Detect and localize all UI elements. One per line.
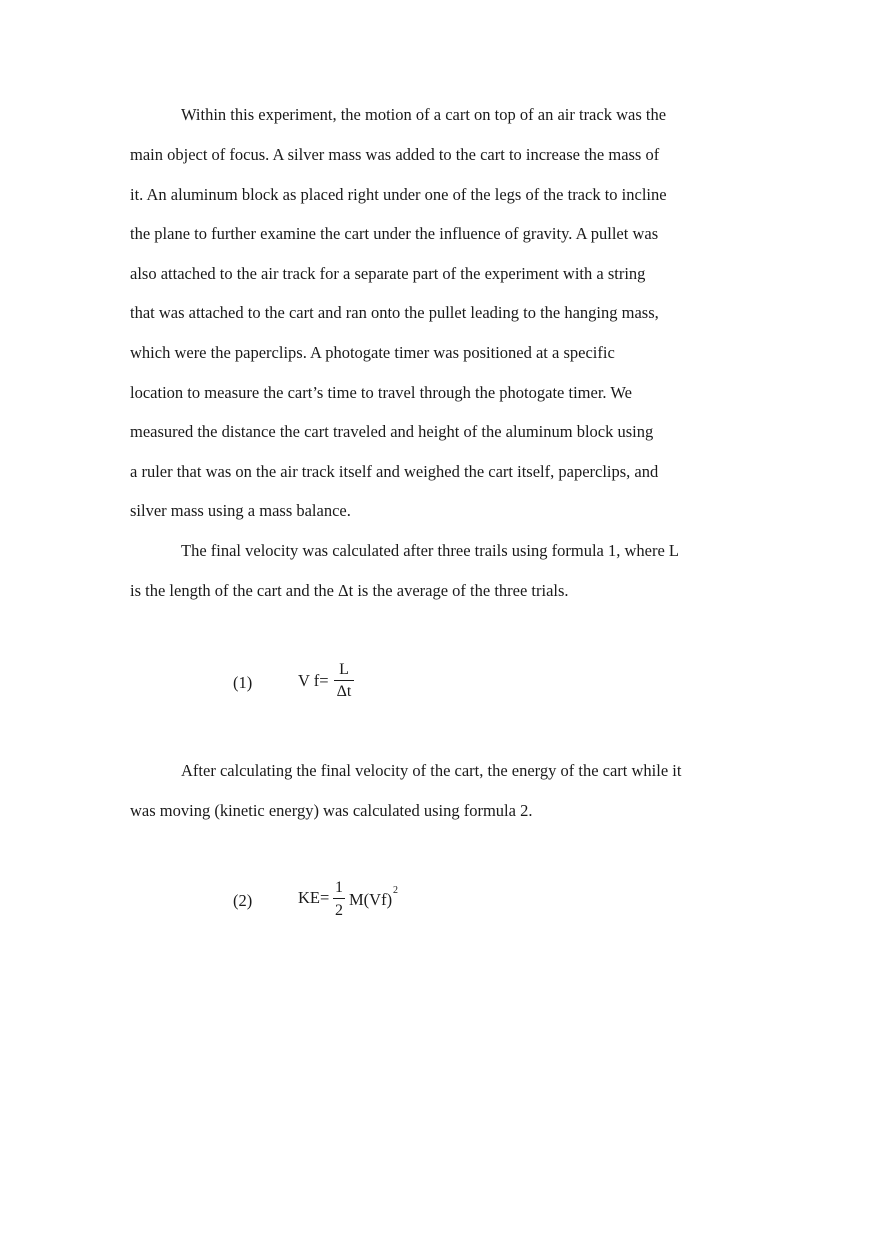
equation-numerator: 1 xyxy=(335,879,343,896)
equation-exponent: 2 xyxy=(393,885,398,896)
equation-number: (2) xyxy=(233,891,253,910)
text-line: The final velocity was calculated after three trails using formula 1, where L xyxy=(181,541,680,560)
equation-number: (1) xyxy=(233,673,253,692)
text-line: a ruler that was on the air track itself and weighed the cart itself, paperclips, and xyxy=(130,462,659,481)
text-line: was moving (kinetic energy) was calculated using formula 2. xyxy=(130,801,533,820)
text-line: also attached to the air track for a separate part of the experiment with a string xyxy=(130,264,646,283)
text-line: After calculating the final velocity of the cart, the energy of the cart while it xyxy=(181,761,682,780)
text-line: main object of focus. A silver mass was added to the cart to increase the mass of xyxy=(130,145,660,164)
text-line: Within this experiment, the motion of a cart on top of an air track was the xyxy=(181,105,667,124)
text-line: which were the paperclips. A photogate timer was positioned at a specific xyxy=(130,343,615,362)
equation-lhs: KE= xyxy=(298,888,330,907)
fraction-bar xyxy=(334,680,354,681)
equation-denominator: Δt xyxy=(336,683,352,700)
text-line: location to measure the cart’s time to travel through the photogate timer. We xyxy=(130,383,632,402)
text-line: that was attached to the cart and ran onto the pullet leading to the hanging mass, xyxy=(130,303,659,322)
text-line: is the length of the cart and the Δt is the average of the three trials. xyxy=(130,581,569,600)
text-line: measured the distance the cart traveled and height of the aluminum block using xyxy=(130,422,654,441)
equation-denominator: 2 xyxy=(335,902,343,919)
text-line: the plane to further examine the cart under the influence of gravity. A pullet was xyxy=(130,224,659,243)
equation-lhs: V f= xyxy=(298,671,329,690)
fraction-bar xyxy=(333,898,345,899)
text-line: silver mass using a mass balance. xyxy=(130,501,351,520)
equation-rhs: M(Vf) xyxy=(349,890,393,909)
text-line: it. An aluminum block as placed right under one of the legs of the track to incline xyxy=(130,185,667,204)
equation-numerator: L xyxy=(339,661,349,678)
